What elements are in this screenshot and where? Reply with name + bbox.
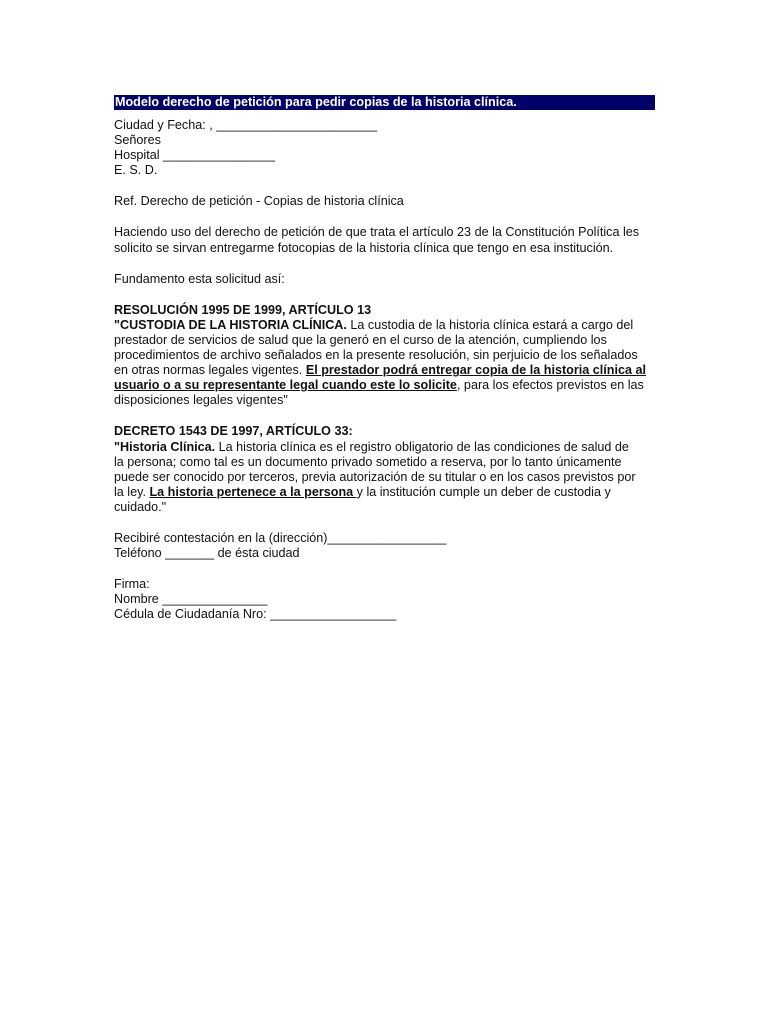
contact-section <box>114 531 659 561</box>
city-date-line: Ciudad y Fecha: , _______________________ <box>114 118 378 132</box>
resolucion-underlined-1: El prestador podrá entregar copia de la historia clínica al <box>305 363 646 378</box>
resolucion-line-4-text: en otras normas legales vigentes. <box>114 363 306 378</box>
id-number-line: Cédula de Ciudadanía Nro: __________________ <box>114 607 397 622</box>
decreto-line-1 <box>114 440 659 455</box>
document-title: Modelo derecho de petición para pedir copias de la historia clínica. <box>114 95 655 110</box>
resolucion-heading: RESOLUCIÓN 1995 DE 1999, ARTÍCULO 13 <box>114 302 372 317</box>
intro-line-1: Haciendo uso del derecho de petición de que trata el artículo 23 de la Constitución Política les <box>114 225 640 240</box>
fundamento-line: Fundamento esta solicitud así: <box>114 271 285 286</box>
esd-line: E. S. D. <box>114 163 158 178</box>
resolucion-line-3: procedimientos de archivo señalados en la presente resolución, sin perjuicio de los señalados <box>114 348 638 363</box>
phone-line: Teléfono _______ de ésta ciudad <box>114 546 300 561</box>
address-line: Recibiré contestación en la (dirección)_________________ <box>114 530 447 545</box>
decreto-heading: DECRETO 1543 DE 1997, ARTÍCULO 33: <box>114 424 353 439</box>
decreto-line-4 <box>114 485 659 500</box>
decreto-bold-lead: "Historia Clínica. <box>114 439 216 454</box>
decreto-line-2: la persona; como tal es un documento privado sometido a reserva, por lo tanto únicamente <box>114 454 622 469</box>
reference-line: Ref. Derecho de petición - Copias de historia clínica <box>114 194 404 209</box>
resolucion-underlined-2: usuario o a su representante legal cuando este lo solicite <box>114 378 457 393</box>
letter-header <box>114 118 659 178</box>
name-line: Nombre _______________ <box>114 592 268 607</box>
resolucion-line-1 <box>114 318 659 333</box>
decreto-line-1-text: La historia clínica es el registro obligatorio de las condiciones de salud de <box>215 439 629 454</box>
decreto-line-5: cuidado." <box>114 499 167 514</box>
decreto-line-4-text: la ley. <box>114 484 150 499</box>
resolucion-line-5 <box>114 378 659 393</box>
resolucion-line-6: disposiciones legales vigentes" <box>114 393 288 408</box>
resolucion-bold-lead: "CUSTODIA DE LA HISTORIA CLÍNICA. <box>114 317 347 332</box>
signature-section <box>114 577 659 622</box>
signature-line: Firma: <box>114 577 150 592</box>
resolucion-line-4 <box>114 363 659 378</box>
decreto-section <box>114 424 659 515</box>
resolucion-line-1-text: La custodia de la historia clínica estará a cargo del <box>346 317 634 332</box>
decreto-underlined: La historia pertenece a la persona <box>149 484 357 499</box>
resolucion-line-5-text: , para los efectos previstos en las <box>456 378 644 393</box>
document-page <box>114 95 659 622</box>
intro-paragraph <box>114 225 659 255</box>
salutation-line: Señores <box>114 133 161 148</box>
intro-line-2: solicito se sirvan entregarme fotocopias de la historia clínica que tengo en esa institución. <box>114 240 614 255</box>
decreto-line-4-rest: y la institución cumple un deber de custodia y <box>356 484 611 499</box>
resolucion-line-2: prestador de servicios de salud que la generó en el curso de la atención, cumpliendo los <box>114 332 607 347</box>
resolucion-section <box>114 303 659 409</box>
decreto-line-3: puede ser conocido por terceros, previa autorización de su titular o en los casos previstos por <box>114 469 636 484</box>
hospital-line: Hospital ________________ <box>114 148 276 163</box>
